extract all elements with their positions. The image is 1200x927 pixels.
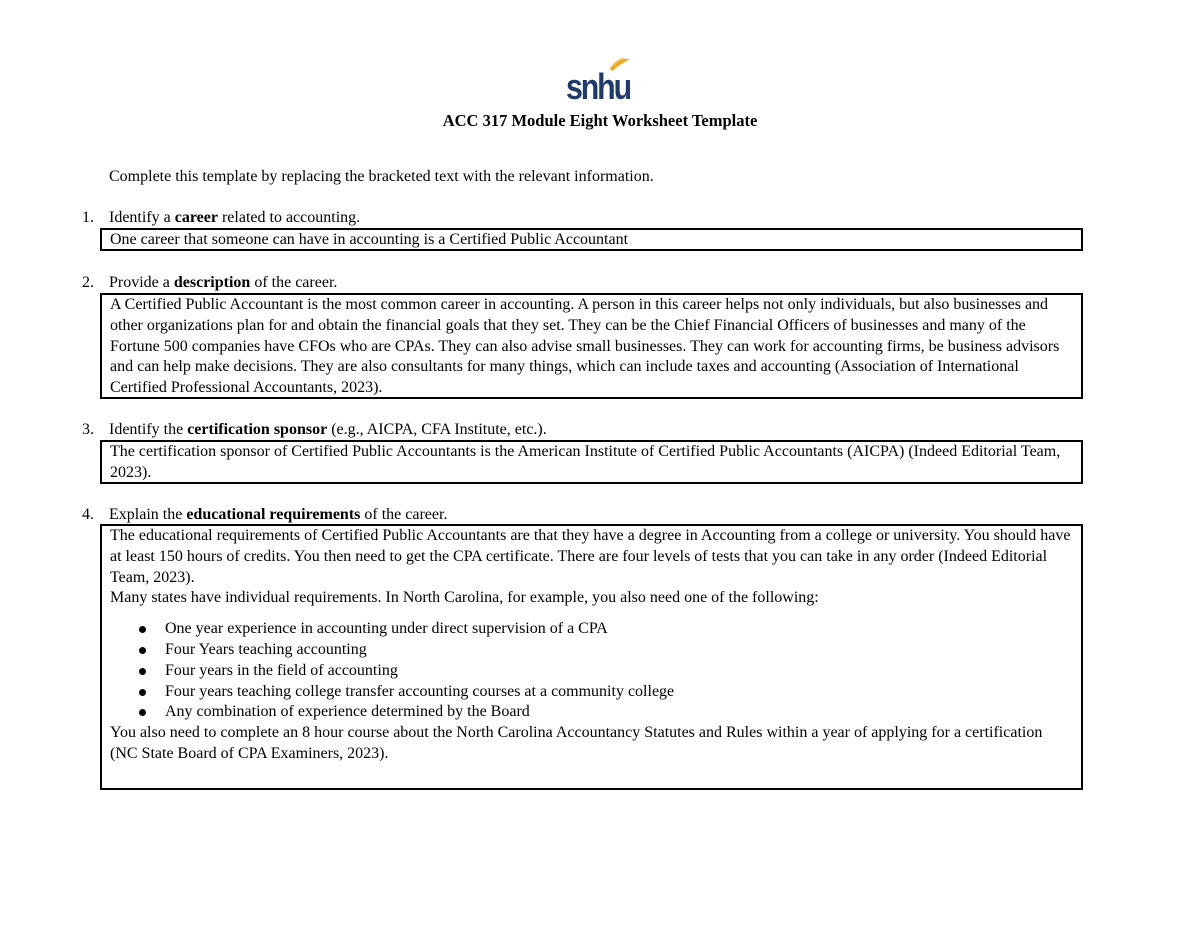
list-item xyxy=(110,619,1073,640)
question-keyword: description xyxy=(173,274,251,291)
list-item xyxy=(110,702,1073,723)
question-number: 3. xyxy=(82,421,94,438)
answer-text: The certification sponsor of Certified Public Accountants is the American Institute of Certified Public Accountants (AICPA) (Indeed Editorial Team, 2023). xyxy=(110,443,1061,481)
question-suffix: (e.g., AICPA, CFA Institute, etc.). xyxy=(327,421,547,438)
list-item-text: Any combination of experience determined by the Board xyxy=(165,703,530,721)
answer-text: A Certified Public Accountant is the most common career in accounting. A person in this career helps not only individuals, but also businesses and other organizations plan for and obtain the financial goals that they set. They can be the Chief Financial Officers of businesses and many of the Fortune 500 companies have CFOs who are CPAs. They can also advise small businesses. They can work for accounting firms, be business advisors and can help make decisions. They are also consultants for many things, which can include taxes and accounting (Association of International Certified Professional Accountants, 2023). xyxy=(110,296,1060,397)
question-suffix: of the career. xyxy=(360,506,448,523)
logo-text: snhu xyxy=(566,66,631,107)
answer-box-3[interactable] xyxy=(100,440,1083,484)
question-prefix: Identify the xyxy=(109,421,188,438)
answer-box-2[interactable] xyxy=(100,293,1083,399)
answer-outro: You also need to complete an 8 hour course about the North Carolina Accountancy Statutes and Rules within a year of applying for a certification (NC State Board of CPA Examiners, 2023). xyxy=(110,724,1043,762)
bullet-icon xyxy=(139,668,146,675)
question-prefix: Identify a xyxy=(109,209,175,226)
question-1 xyxy=(82,208,1082,228)
list-item xyxy=(110,661,1073,682)
question-4 xyxy=(82,505,1082,525)
requirements-list xyxy=(110,619,1073,723)
question-prefix: Provide a xyxy=(109,274,174,291)
question-3 xyxy=(82,420,1082,440)
list-item-text: One year experience in accounting under direct supervision of a CPA xyxy=(165,620,608,638)
snhu-logo-graphic xyxy=(566,56,632,107)
question-number: 4. xyxy=(82,506,94,523)
intro-text: Complete this template by replacing the bracketed text with the relevant information. xyxy=(109,168,654,185)
answer-box-4[interactable] xyxy=(100,524,1083,790)
bullet-icon xyxy=(139,689,146,696)
list-item-text: Four years teaching college transfer accounting courses at a community college xyxy=(165,682,675,700)
answer-text: One career that someone can have in accounting is a Certified Public Accountant xyxy=(110,231,629,248)
bullet-icon xyxy=(139,626,146,633)
question-keyword: certification sponsor xyxy=(187,421,328,438)
page-title: ACC 317 Module Eight Worksheet Template xyxy=(442,111,758,130)
question-number: 1. xyxy=(82,209,94,226)
question-prefix: Explain the xyxy=(109,506,187,523)
list-item xyxy=(110,640,1073,661)
question-2 xyxy=(82,273,1082,293)
bullet-icon xyxy=(139,647,146,654)
answer-box-1[interactable] xyxy=(100,228,1083,251)
answer-states: Many states have individual requirements. In North Carolina, for example, you also need one of the following: xyxy=(110,589,819,607)
question-suffix: related to accounting. xyxy=(217,209,361,226)
question-suffix: of the career. xyxy=(250,274,338,291)
list-item-text: Four years in the field of accounting xyxy=(165,661,398,679)
bullet-icon xyxy=(139,709,146,716)
answer-intro: The educational requirements of Certified Public Accountants are that they have a degree in Accounting from a college or university. You should have at least 150 hours of credits. You then need to get the CPA certificate. There are four levels of tests that you can take in any order (Indeed Editorial Team, 2023). xyxy=(110,527,1071,586)
question-keyword: career xyxy=(174,209,218,226)
question-keyword: educational requirements xyxy=(186,506,361,523)
list-item-text: Four Years teaching accounting xyxy=(165,640,367,658)
list-item xyxy=(110,682,1073,703)
question-number: 2. xyxy=(82,274,94,291)
snhu-logo xyxy=(566,56,632,107)
